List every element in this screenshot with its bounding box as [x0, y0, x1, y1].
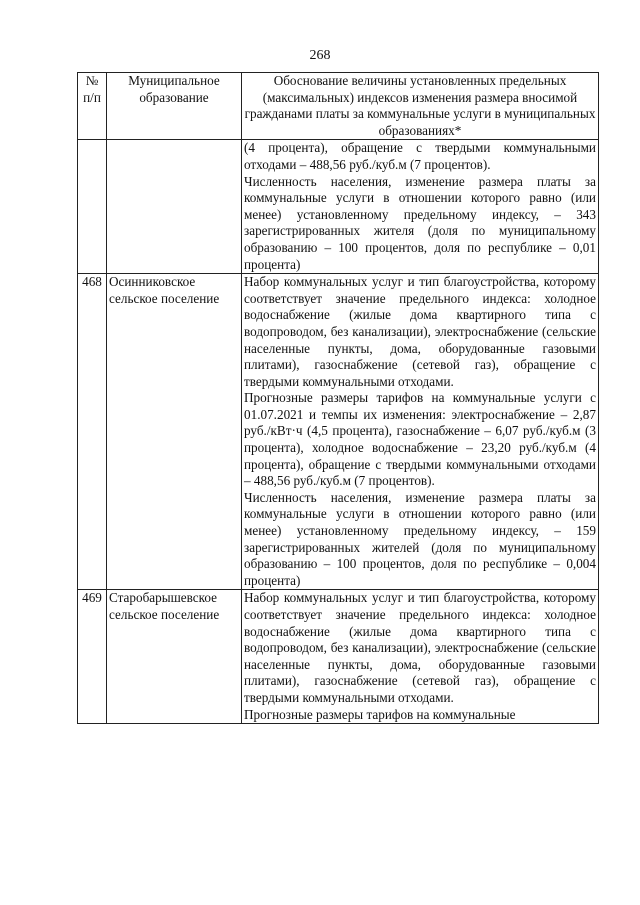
- header-num: № п/п: [78, 73, 107, 140]
- table-row: [78, 590, 599, 724]
- justification-paragraph: Прогнозные размеры тарифов на коммунальные: [244, 706, 516, 722]
- row-number: 468: [78, 274, 107, 590]
- table-header-row: [78, 73, 599, 140]
- justification-paragraph: Прогнозные размеры тарифов на коммунальные услуги с 01.07.2021 и темпы их изменения: электроснабжение – 2,87 руб./кВт·ч (4,5 процента), газоснабжение – 6,07 руб./куб.м (3 процента), холодное водоснабжение – 23,20 руб./куб.м (4 процента), обращение с твердыми коммунальными отходами – 488,56 руб./куб.м (7 процентов).: [244, 390, 596, 489]
- municipality-name: Осинниковское сельское поселение: [107, 274, 242, 590]
- justification-cell: [242, 590, 599, 724]
- page-number: 268: [309, 48, 331, 63]
- row-number: 469: [78, 590, 107, 724]
- header-municipality: Муниципальное образование: [107, 73, 242, 140]
- municipality-name: [107, 140, 242, 274]
- table-row: [78, 140, 599, 274]
- justification-cell: [242, 140, 599, 274]
- justification-paragraph: (4 процента), обращение с твердыми коммунальными отходами – 488,56 руб./куб.м (7 процентов).: [244, 140, 596, 172]
- header-justification: Обоснование величины установленных предельных (максимальных) индексов изменения размера вносимой гражданами платы за коммунальные услуги в муниципальных образованиях*: [242, 73, 599, 140]
- tariff-table: [77, 72, 599, 724]
- justification-cell: [242, 274, 599, 590]
- row-number: [78, 140, 107, 274]
- justification-paragraph: Набор коммунальных услуг и тип благоустройства, которому соответствует значение предельного индекса: холодное водоснабжение (жилые дома квартирного типа с водопроводом, без канализации), электроснабжение (сельские населенные пункты, дома, оборудованные газовыми плитами), газоснабжение (сетевой газ), обращение с твердыми коммунальными отходами.: [244, 590, 596, 705]
- justification-paragraph: Численность населения, изменение размера платы за коммунальные услуги в отношении которого равно (или менее) установленному предельному индексу, – 159 зарегистрированных жителей (доля по муниципальному образованию – 100 процентов, доля по республике – 0,004 процента): [244, 489, 596, 588]
- municipality-name: Старобарышевское сельское поселение: [107, 590, 242, 724]
- justification-paragraph: Численность населения, изменение размера платы за коммунальные услуги в отношении которого равно (или менее) установленному предельному индексу, – 343 зарегистрированных жителя (доля по муниципальному образованию – 100 процентов, доля по республике – 0,01 процента): [244, 173, 596, 272]
- justification-paragraph: Набор коммунальных услуг и тип благоустройства, которому соответствует значение предельного индекса: холодное водоснабжение (жилые дома квартирного типа с водопроводом, без канализации), электроснабжение (сельские населенные пункты, дома, оборудованные газовыми плитами), газоснабжение (сетевой газ), обращение с твердыми коммунальными отходами.: [244, 274, 596, 389]
- table-row: [78, 274, 599, 590]
